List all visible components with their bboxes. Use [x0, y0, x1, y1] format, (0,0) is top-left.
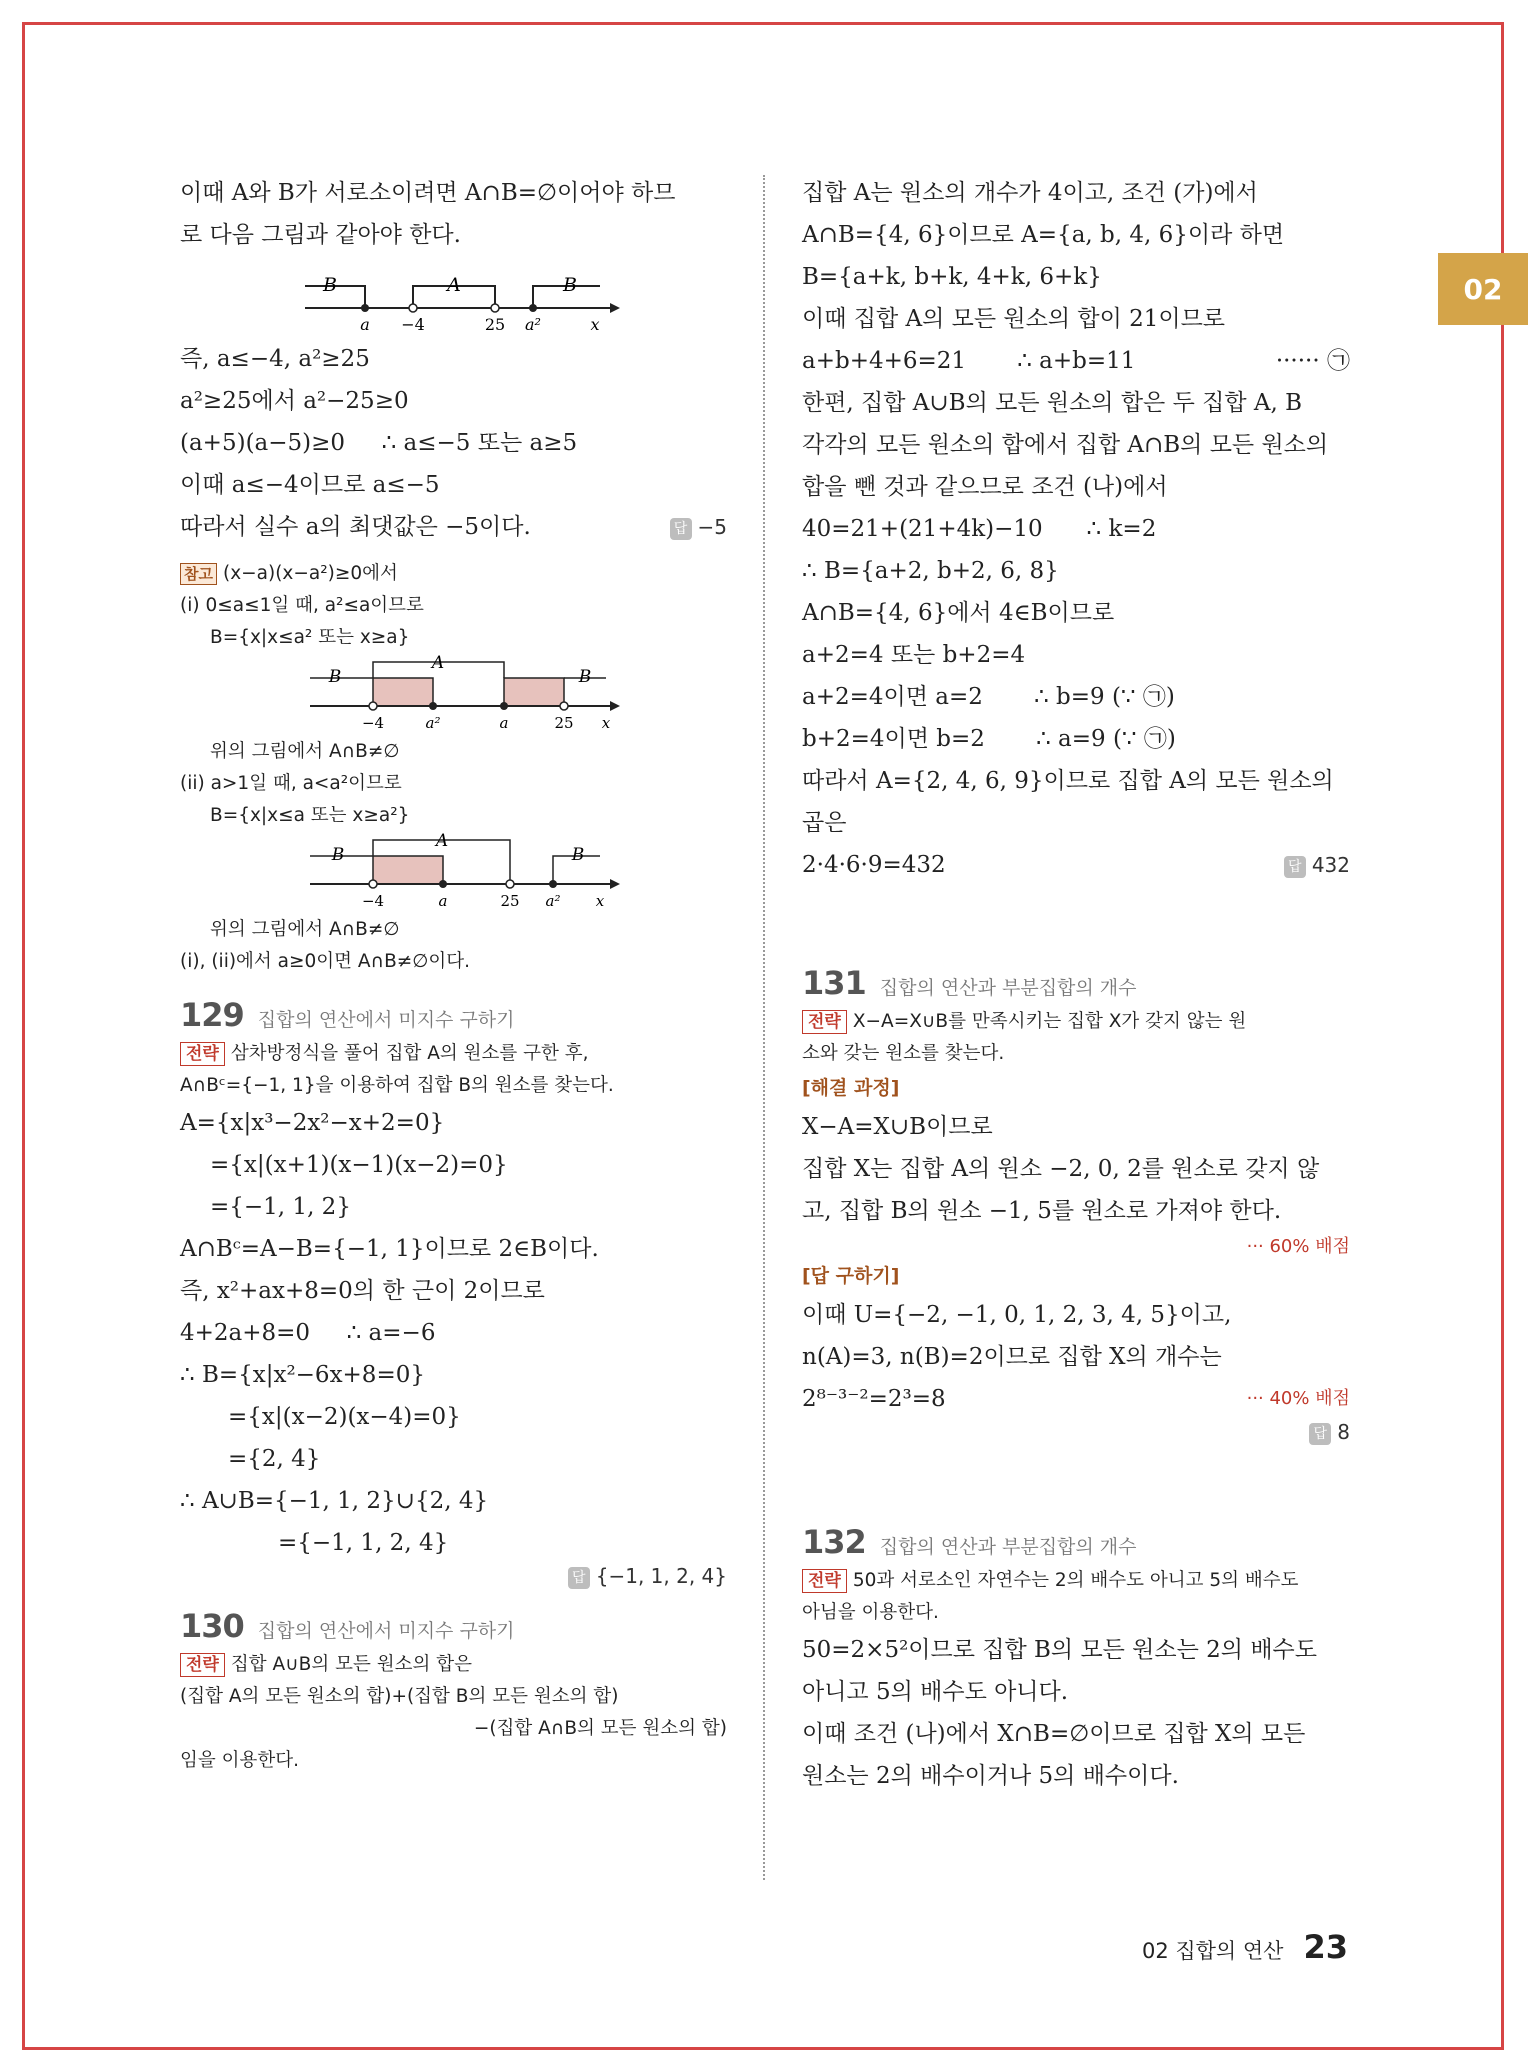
text-line: 따라서 A={2, 4, 6, 9}이므로 집합 A의 모든 원소의: [802, 768, 1334, 794]
note-line: 위의 그림에서 A∩B≠∅: [210, 919, 400, 940]
text-line: 즉, a≤−4, a²≥25: [180, 346, 370, 372]
problem-title: 집합의 연산과 부분집합의 개수: [879, 977, 1137, 999]
number-line-figure-1: [180, 256, 727, 334]
solution-line: ={x|(x−2)(x−4)=0}: [228, 1404, 461, 1430]
text-line: a+b+4+6=21 ∴ a+b=11: [802, 348, 1136, 374]
fig1-label: a²: [525, 315, 541, 334]
answer-icon: 답: [1309, 1423, 1331, 1445]
text-line: A∩B={4, 6}이므로 A={a, b, 4, 6}이라 하면: [802, 222, 1285, 248]
problem-132-header: [802, 1523, 1350, 1561]
fig3-label: a: [438, 892, 448, 910]
strategy-tag: 전략: [802, 1010, 847, 1034]
solution-line: 50=2×5²이므로 집합 B의 모든 원소는 2의 배수도: [802, 1636, 1317, 1663]
fig1-label: a: [360, 315, 370, 334]
problem-number: 130: [180, 1606, 244, 1645]
strategy-text: X−A=X∪B를 만족시키는 집합 X가 갖지 않는 원: [852, 1011, 1247, 1032]
score-note: ··· 40% 배점: [1246, 1388, 1350, 1409]
fig1-label: A: [447, 274, 461, 296]
answer: [670, 506, 727, 548]
text-line: 합을 뺀 것과 같으므로 조건 (나)에서: [802, 474, 1168, 500]
fig2-label: B: [328, 667, 342, 687]
fig3-label: B: [571, 845, 585, 865]
strategy-line: [802, 1565, 1350, 1597]
text-line: 로 다음 그림과 같아야 한다.: [180, 222, 461, 248]
text-line: a+2=4이면 a=2 ∴ b=9 (∵ ㉠): [802, 684, 1175, 710]
strategy-line: [802, 1006, 1350, 1038]
problem-number: 129: [180, 996, 244, 1034]
fig3-label: −4: [361, 892, 385, 910]
answer-icon: 답: [568, 1567, 590, 1589]
text-line: 집합 A는 원소의 개수가 4이고, 조건 (가)에서: [802, 180, 1258, 206]
final-row: [802, 1378, 1350, 1420]
text-line: ∴ B={a+2, b+2, 6, 8}: [802, 558, 1059, 584]
solution-line: ∴ A∪B={−1, 1, 2}∪{2, 4}: [180, 1488, 489, 1514]
text-line: 40=21+(21+4k)−10 ∴ k=2: [802, 516, 1157, 542]
fig3-label: B: [331, 845, 345, 865]
fig1-label: B: [323, 274, 337, 296]
text-line: 이때 a≤−4이므로 a≤−5: [180, 472, 440, 498]
answer-icon: 답: [670, 518, 692, 540]
fig2-label: B: [578, 667, 592, 687]
solution-line: n(A)=3, n(B)=2이므로 집합 X의 개수는: [802, 1344, 1222, 1370]
conclusion-row: [180, 506, 727, 548]
note-line: B={x|x≤a² 또는 x≥a}: [210, 627, 410, 648]
solution-line: A={x|x³−2x²−x+2=0}: [180, 1110, 445, 1136]
column-divider: [763, 175, 765, 1880]
problem-131-header: [802, 964, 1350, 1002]
problem-number: 132: [802, 1522, 866, 1561]
note-line: B={x|x≤a 또는 x≥a²}: [210, 805, 410, 826]
answer: [1284, 844, 1350, 886]
solution-line: ={x|(x+1)(x−1)(x−2)=0}: [210, 1152, 508, 1178]
strategy-line: 아님을 이용한다.: [802, 1601, 939, 1623]
text-line: 이때 집합 A의 모든 원소의 합이 21이므로: [802, 306, 1226, 332]
fig1-label: −4: [401, 315, 425, 334]
solution-line: 즉, x²+ax+8=0의 한 근이 2이므로: [180, 1278, 545, 1304]
score-row: [802, 1232, 1350, 1258]
note-line: (ii) a>1일 때, a<a²이므로: [180, 773, 402, 794]
chapter-name: 02 집합의 연산: [1141, 1939, 1284, 1963]
note-tag: 참고: [180, 563, 217, 585]
problem-130-header: [180, 1607, 727, 1645]
note-line: (i) 0≤a≤1일 때, a²≤a이므로: [180, 595, 424, 616]
page-footer: [1142, 1928, 1348, 1966]
note-block: [180, 558, 727, 978]
answer: [1309, 1420, 1350, 1445]
fig3-label: a²: [545, 892, 561, 910]
right-column: [802, 172, 1350, 1797]
text-line: 따라서 실수 a의 최댓값은 −5이다.: [180, 514, 531, 540]
answer-icon: 답: [1284, 856, 1306, 878]
problem-title: 집합의 연산에서 미지수 구하기: [257, 1619, 515, 1642]
step-label: [답 구하기]: [802, 1265, 900, 1287]
solution-line: 이때 조건 (나)에서 X∩B=∅이므로 집합 X의 모든: [802, 1720, 1306, 1747]
note-line: (i), (ii)에서 a≥0이면 A∩B≠∅이다.: [180, 951, 471, 972]
solution-line: 집합 X는 집합 A의 원소 −2, 0, 2를 원소로 갖지 않: [802, 1156, 1320, 1182]
strategy-line: 임을 이용한다.: [180, 1749, 299, 1771]
text-line: 곱은: [802, 810, 847, 836]
chapter-tab-label: 02: [1463, 272, 1503, 306]
answer: [568, 1564, 727, 1589]
answer-value: 432: [1311, 853, 1350, 877]
strategy-tag: 전략: [180, 1042, 225, 1066]
fig3-label: x: [595, 892, 605, 910]
solution-line: ={2, 4}: [228, 1446, 321, 1472]
solution-line: 원소는 2의 배수이거나 5의 배수이다.: [802, 1762, 1179, 1789]
fig2-label: 25: [554, 714, 574, 732]
text-line: B={a+k, b+k, 4+k, 6+k}: [802, 264, 1102, 290]
left-column: [180, 172, 727, 1777]
strategy-tag: 전략: [802, 1569, 847, 1593]
answer-value: 8: [1337, 1420, 1350, 1444]
chapter-tab: [1438, 253, 1528, 325]
problem-129-header: [180, 996, 727, 1034]
fig3-label: A: [435, 832, 449, 851]
text-line: a²≥25에서 a²−25≥0: [180, 388, 409, 414]
strategy-text: 집합 A∪B의 모든 원소의 합은: [230, 1653, 472, 1675]
answer-row: [180, 1564, 727, 1589]
text-line: 한편, 집합 A∪B의 모든 원소의 합은 두 집합 A, B: [802, 390, 1302, 416]
page-number: 23: [1303, 1928, 1348, 1966]
solution-line: ={−1, 1, 2}: [210, 1194, 351, 1220]
strategy-line: A∩Bᶜ={−1, 1}을 이용하여 집합 B의 원소를 찾는다.: [180, 1075, 614, 1096]
note-line: 위의 그림에서 A∩B≠∅: [210, 741, 400, 762]
fig1-label: B: [563, 274, 577, 296]
solution-line: 이때 U={−2, −1, 0, 1, 2, 3, 4, 5}이고,: [802, 1302, 1232, 1328]
fig2-label: a²: [425, 714, 441, 732]
answer-value: {−1, 1, 2, 4}: [595, 1564, 727, 1588]
problem-title: 집합의 연산에서 미지수 구하기: [257, 1009, 515, 1031]
number-line-figure-3: [180, 832, 727, 910]
equation-marker: ······ ㉠: [1275, 348, 1350, 374]
problem-title: 집합의 연산과 부분집합의 개수: [879, 1535, 1137, 1558]
problem-number: 131: [802, 964, 866, 1002]
solution-line: 2⁸⁻³⁻²=2³=8: [802, 1386, 946, 1412]
solution-line: ∴ B={x|x²−6x+8=0}: [180, 1362, 425, 1388]
strategy-text: 삼차방정식을 풀어 집합 A의 원소를 구한 후,: [230, 1043, 589, 1064]
fig3-label: 25: [500, 892, 520, 910]
text-line: b+2=4이면 b=2 ∴ a=9 (∵ ㉠): [802, 726, 1176, 752]
note-text: (x−a)(x−a²)≥0에서: [222, 563, 398, 584]
text-line: 2·4·6·9=432: [802, 852, 946, 878]
strategy-tag: 전략: [180, 1653, 225, 1677]
solution-line: 아니고 5의 배수도 아니다.: [802, 1678, 1069, 1705]
solution-line: ={−1, 1, 2, 4}: [278, 1530, 449, 1556]
score-note: ··· 60% 배점: [1246, 1236, 1350, 1257]
text-line: 각각의 모든 원소의 합에서 집합 A∩B의 모든 원소의: [802, 432, 1329, 458]
fig1-label: x: [590, 315, 600, 334]
solution-line: A∩Bᶜ=A−B={−1, 1}이므로 2∈B이다.: [180, 1236, 599, 1262]
final-row: [802, 844, 1350, 886]
step-label: [해결 과정]: [802, 1077, 900, 1099]
strategy-text: 50과 서로소인 자연수는 2의 배수도 아니고 5의 배수도: [852, 1569, 1299, 1591]
solution-line: 4+2a+8=0 ∴ a=−6: [180, 1320, 436, 1346]
answer-row: [802, 1420, 1350, 1445]
solution-line: 고, 집합 B의 원소 −1, 5를 원소로 가져야 한다.: [802, 1198, 1282, 1224]
equation-row: [802, 340, 1350, 382]
number-line-figure-2: [180, 654, 727, 732]
strategy-line: −(집합 A∩B의 모든 원소의 합): [473, 1717, 727, 1739]
strategy-line: (집합 A의 모든 원소의 합)+(집합 B의 모든 원소의 합): [180, 1685, 619, 1707]
strategy-line: [180, 1649, 727, 1681]
answer-value: −5: [697, 515, 727, 539]
fig2-label: −4: [361, 714, 385, 732]
fig1-label: 25: [484, 315, 506, 334]
solution-line: X−A=X∪B이므로: [802, 1114, 993, 1140]
fig2-label: A: [431, 654, 445, 673]
strategy-line: [180, 1038, 727, 1070]
fig2-label: a: [499, 714, 509, 732]
text-line: (a+5)(a−5)≥0 ∴ a≤−5 또는 a≥5: [180, 430, 578, 456]
text-line: 이때 A와 B가 서로소이려면 A∩B=∅이어야 하므: [180, 180, 676, 206]
text-line: A∩B={4, 6}에서 4∈B이므로: [802, 600, 1115, 626]
text-line: a+2=4 또는 b+2=4: [802, 642, 1026, 668]
strategy-line: 소와 갖는 원소를 찾는다.: [802, 1043, 1005, 1064]
note-line: [180, 558, 727, 590]
fig2-label: x: [601, 714, 611, 732]
